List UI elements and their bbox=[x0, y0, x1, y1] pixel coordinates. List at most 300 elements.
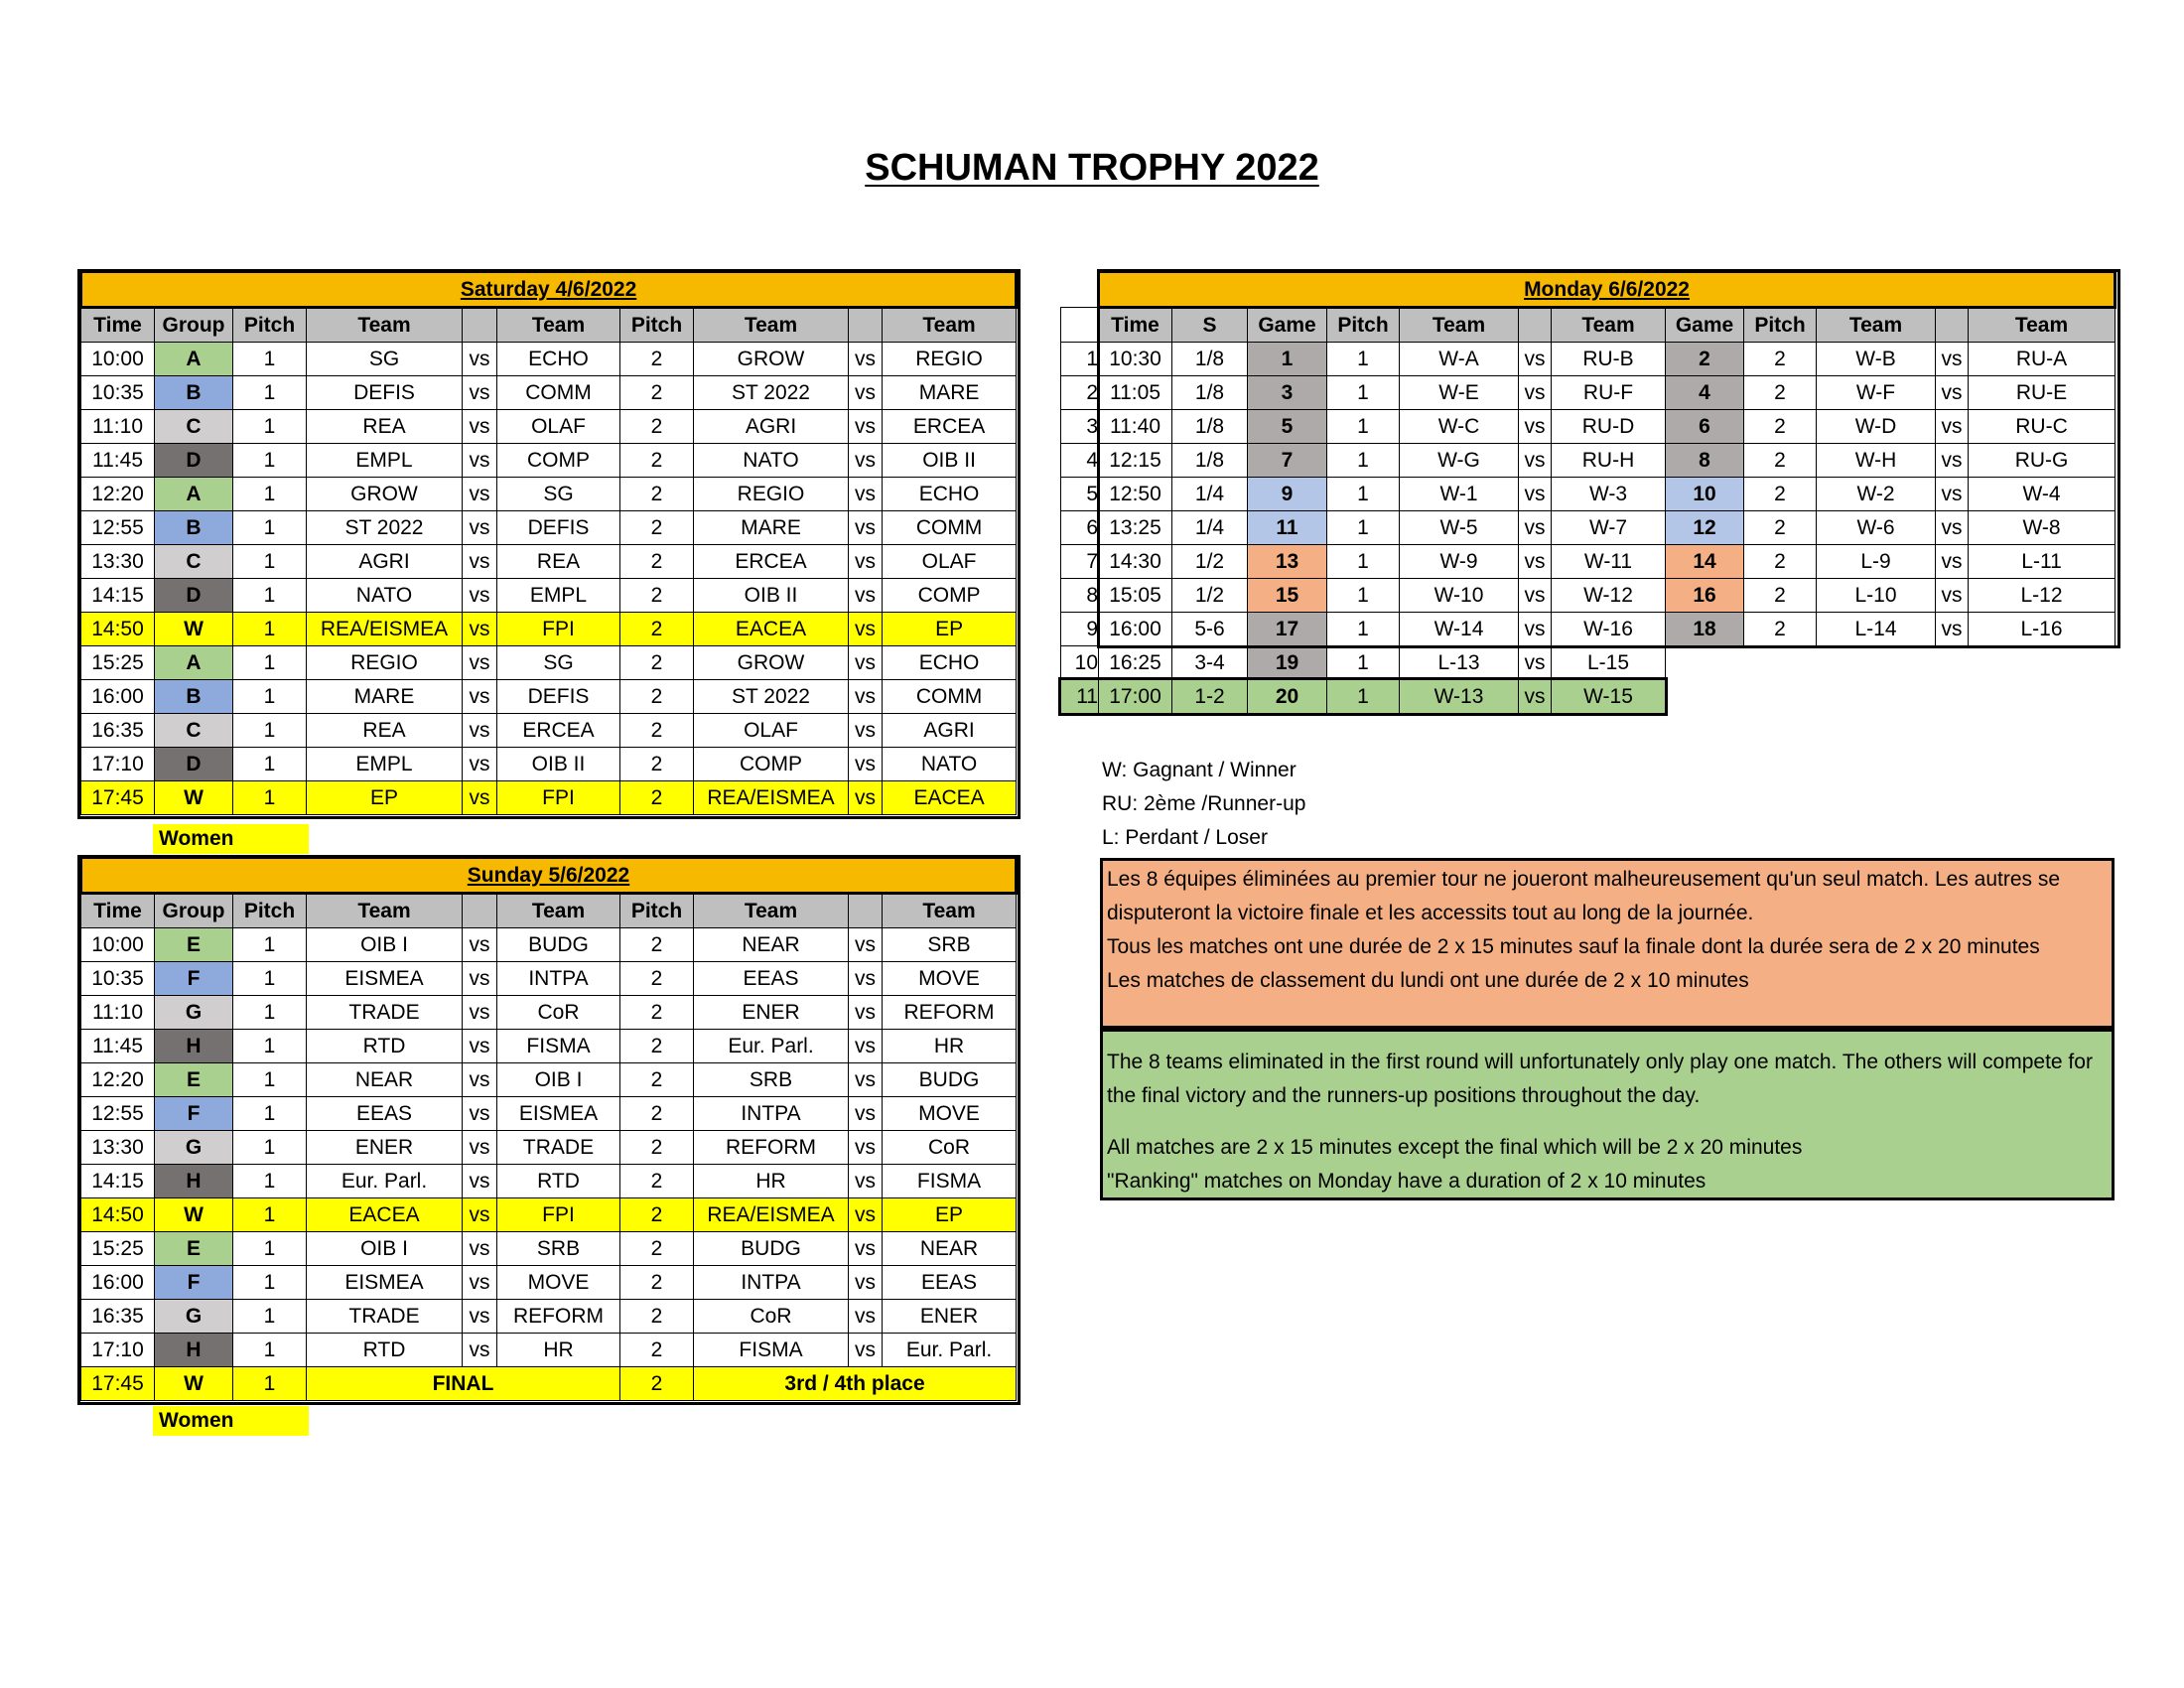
schedule-cell: EP bbox=[883, 1198, 1017, 1232]
schedule-cell: EMPL bbox=[307, 748, 463, 781]
schedule-cell: 1 bbox=[233, 1165, 307, 1198]
schedule-cell: GROW bbox=[694, 343, 849, 376]
column-header: Team bbox=[1552, 308, 1666, 343]
schedule-cell: CoR bbox=[694, 1300, 849, 1334]
schedule-cell: EISMEA bbox=[497, 1097, 620, 1131]
schedule-cell: 1 bbox=[233, 1198, 307, 1232]
schedule-cell: RU-G bbox=[1969, 444, 2116, 478]
schedule-cell: SRB bbox=[497, 1232, 620, 1266]
schedule-cell: RU-C bbox=[1969, 410, 2116, 444]
schedule-cell: vs bbox=[1936, 545, 1969, 579]
schedule-cell: REGIO bbox=[307, 646, 463, 680]
schedule-cell: W-C bbox=[1400, 410, 1519, 444]
schedule-cell: 2 bbox=[620, 748, 694, 781]
schedule-cell: Eur. Parl. bbox=[694, 1030, 849, 1063]
schedule-cell: 1 bbox=[233, 545, 307, 579]
group-cell: B bbox=[155, 376, 233, 410]
schedule-cell: L-10 bbox=[1817, 579, 1936, 613]
schedule-cell: L-13 bbox=[1400, 646, 1519, 680]
schedule-cell: FISMA bbox=[497, 1030, 620, 1063]
column-header bbox=[463, 308, 497, 343]
spacer-cell bbox=[1817, 680, 1936, 714]
legend-loser: L: Perdant / Loser bbox=[1102, 826, 1268, 849]
schedule-cell: RU-A bbox=[1969, 343, 2116, 376]
schedule-cell: RU-B bbox=[1552, 343, 1666, 376]
third-fourth-label: 3rd / 4th place bbox=[694, 1367, 1017, 1401]
column-header: Team bbox=[883, 894, 1017, 928]
schedule-cell: vs bbox=[463, 781, 497, 815]
column-header: Team bbox=[307, 894, 463, 928]
match-row bbox=[81, 1266, 1017, 1300]
column-header: Team bbox=[694, 894, 849, 928]
match-row bbox=[81, 444, 1017, 478]
schedule-cell: 1 bbox=[233, 613, 307, 646]
schedule-cell: 1 bbox=[233, 928, 307, 962]
schedule-cell: vs bbox=[463, 410, 497, 444]
schedule-cell: EACEA bbox=[694, 613, 849, 646]
schedule-cell: HR bbox=[694, 1165, 849, 1198]
schedule-cell: 1 bbox=[233, 781, 307, 815]
schedule-cell: COMM bbox=[883, 680, 1017, 714]
schedule-cell: REGIO bbox=[883, 343, 1017, 376]
schedule-cell: 2 bbox=[620, 579, 694, 613]
group-cell: A bbox=[155, 646, 233, 680]
schedule-cell: 12:20 bbox=[81, 1063, 155, 1097]
schedule-cell: BUDG bbox=[497, 928, 620, 962]
schedule-cell: RTD bbox=[307, 1030, 463, 1063]
schedule-cell: vs bbox=[849, 613, 883, 646]
schedule-cell: 1 bbox=[233, 1334, 307, 1367]
match-row bbox=[1061, 444, 2116, 478]
schedule-cell: vs bbox=[463, 1030, 497, 1063]
game-number-cell: 14 bbox=[1666, 545, 1744, 579]
group-cell: E bbox=[155, 1232, 233, 1266]
schedule-cell: MARE bbox=[307, 680, 463, 714]
schedule-cell: OLAF bbox=[883, 545, 1017, 579]
schedule-cell: L-15 bbox=[1552, 646, 1666, 680]
spacer-cell bbox=[1744, 646, 1817, 680]
schedule-cell: MOVE bbox=[497, 1266, 620, 1300]
schedule-cell: vs bbox=[463, 1097, 497, 1131]
schedule-cell: OIB II bbox=[497, 748, 620, 781]
day-title-cell bbox=[1099, 272, 2116, 308]
column-header-row bbox=[1061, 308, 2116, 343]
schedule-cell: vs bbox=[463, 343, 497, 376]
game-number-cell: 13 bbox=[1248, 545, 1327, 579]
match-row bbox=[81, 511, 1017, 545]
schedule-cell: vs bbox=[849, 1198, 883, 1232]
page-title: SCHUMAN TROPHY 2022 bbox=[865, 147, 1319, 189]
schedule-cell: REFORM bbox=[883, 996, 1017, 1030]
schedule-cell: 14:30 bbox=[1099, 545, 1172, 579]
schedule-cell: 1 bbox=[1327, 579, 1400, 613]
schedule-cell: vs bbox=[1936, 410, 1969, 444]
schedule-cell: vs bbox=[849, 1300, 883, 1334]
game-number-cell: 9 bbox=[1248, 478, 1327, 511]
group-cell: E bbox=[155, 1063, 233, 1097]
match-row bbox=[81, 343, 1017, 376]
schedule-cell: 5 bbox=[1061, 478, 1099, 511]
schedule-cell: vs bbox=[849, 545, 883, 579]
column-header bbox=[849, 894, 883, 928]
schedule-cell: vs bbox=[849, 1334, 883, 1367]
schedule-cell: 17:45 bbox=[81, 781, 155, 815]
schedule-cell: 1 bbox=[233, 343, 307, 376]
schedule-cell: vs bbox=[1936, 444, 1969, 478]
schedule-cell: vs bbox=[463, 1232, 497, 1266]
schedule-cell: 15:25 bbox=[81, 1232, 155, 1266]
schedule-cell: NEAR bbox=[694, 928, 849, 962]
schedule-cell: 14:15 bbox=[81, 579, 155, 613]
note-fr-3: Les matches de classement du lundi ont une durée de 2 x 10 minutes bbox=[1107, 969, 1749, 992]
schedule-cell: vs bbox=[1519, 680, 1552, 714]
column-header: Game bbox=[1248, 308, 1327, 343]
schedule-cell: 1 bbox=[233, 1232, 307, 1266]
schedule-cell: 1 bbox=[233, 1131, 307, 1165]
schedule-cell: DEFIS bbox=[307, 376, 463, 410]
schedule-cell: ECHO bbox=[497, 343, 620, 376]
schedule-cell: EP bbox=[883, 613, 1017, 646]
schedule-cell: 16:00 bbox=[81, 1266, 155, 1300]
schedule-cell: 2 bbox=[620, 444, 694, 478]
schedule-cell: INTPA bbox=[497, 962, 620, 996]
column-header: Team bbox=[1817, 308, 1936, 343]
game-number-cell: 11 bbox=[1248, 511, 1327, 545]
schedule-cell: 13:25 bbox=[1099, 511, 1172, 545]
schedule-cell: OIB II bbox=[883, 444, 1017, 478]
group-cell: A bbox=[155, 343, 233, 376]
schedule-cell: DEFIS bbox=[497, 511, 620, 545]
schedule-cell: vs bbox=[1519, 444, 1552, 478]
schedule-cell: L-14 bbox=[1817, 613, 1936, 646]
schedule-cell: vs bbox=[1519, 410, 1552, 444]
schedule-cell: vs bbox=[463, 714, 497, 748]
schedule-cell: RU-F bbox=[1552, 376, 1666, 410]
schedule-cell: W-E bbox=[1400, 376, 1519, 410]
note-en-1: The 8 teams eliminated in the first round will unfortunately only play one match. The others will compete for the final victory and the runners-up positions throughout the day. bbox=[1107, 1051, 2093, 1107]
schedule-cell: MARE bbox=[883, 376, 1017, 410]
game-number-cell: 2 bbox=[1666, 343, 1744, 376]
match-row bbox=[1061, 410, 2116, 444]
schedule-cell: 1 bbox=[233, 1030, 307, 1063]
spacer-cell bbox=[1666, 646, 1744, 680]
schedule-cell: TRADE bbox=[307, 996, 463, 1030]
schedule-cell: EMPL bbox=[307, 444, 463, 478]
schedule-cell: vs bbox=[849, 748, 883, 781]
schedule-cell: vs bbox=[849, 478, 883, 511]
game-number-cell: 20 bbox=[1248, 680, 1327, 714]
group-cell: W bbox=[155, 1198, 233, 1232]
schedule-cell: 1 bbox=[233, 579, 307, 613]
match-row bbox=[1061, 579, 2116, 613]
schedule-cell: 17:10 bbox=[81, 748, 155, 781]
column-header: Team bbox=[307, 308, 463, 343]
column-header: Pitch bbox=[233, 308, 307, 343]
schedule-cell: 2 bbox=[620, 613, 694, 646]
schedule-cell: W-F bbox=[1817, 376, 1936, 410]
group-cell: F bbox=[155, 1097, 233, 1131]
schedule-cell: 2 bbox=[620, 781, 694, 815]
schedule-cell: vs bbox=[1936, 511, 1969, 545]
schedule-cell: OIB I bbox=[307, 1232, 463, 1266]
schedule-cell: vs bbox=[849, 646, 883, 680]
schedule-cell: 2 bbox=[620, 1165, 694, 1198]
note-en-2: All matches are 2 x 15 minutes except the final which will be 2 x 20 minutes bbox=[1107, 1136, 1803, 1159]
match-row bbox=[81, 613, 1017, 646]
schedule-cell: COMP bbox=[694, 748, 849, 781]
schedule-cell: 1/4 bbox=[1172, 478, 1248, 511]
schedule-cell: 1 bbox=[233, 1097, 307, 1131]
match-row bbox=[81, 1232, 1017, 1266]
schedule-cell: 1 bbox=[1327, 511, 1400, 545]
schedule-cell: 11:10 bbox=[81, 996, 155, 1030]
column-header: Pitch bbox=[1327, 308, 1400, 343]
schedule-cell: EEAS bbox=[694, 962, 849, 996]
match-row bbox=[81, 928, 1017, 962]
legend-runner-up: RU: 2ème /Runner-up bbox=[1102, 792, 1306, 815]
schedule-cell: EMPL bbox=[497, 579, 620, 613]
match-row bbox=[81, 376, 1017, 410]
column-header: Pitch bbox=[620, 894, 694, 928]
schedule-cell: SG bbox=[497, 646, 620, 680]
group-cell: C bbox=[155, 545, 233, 579]
schedule-cell: SRB bbox=[694, 1063, 849, 1097]
schedule-cell: 7 bbox=[1061, 545, 1099, 579]
schedule-cell: NATO bbox=[307, 579, 463, 613]
schedule-cell: 2 bbox=[620, 1367, 694, 1401]
spacer-cell bbox=[1817, 646, 1936, 680]
schedule-cell: OIB I bbox=[307, 928, 463, 962]
schedule-cell: 17:45 bbox=[81, 1367, 155, 1401]
schedule-cell: vs bbox=[463, 376, 497, 410]
spacer-cell bbox=[1061, 272, 1099, 308]
schedule-cell: vs bbox=[1936, 613, 1969, 646]
schedule-cell: 1 bbox=[233, 511, 307, 545]
schedule-cell: 2 bbox=[620, 1198, 694, 1232]
schedule-cell: vs bbox=[463, 478, 497, 511]
schedule-cell: NEAR bbox=[307, 1063, 463, 1097]
match-row bbox=[81, 410, 1017, 444]
column-header: Group bbox=[155, 894, 233, 928]
column-header bbox=[1519, 308, 1552, 343]
final-label: FINAL bbox=[307, 1367, 620, 1401]
schedule-cell: 1 bbox=[233, 1063, 307, 1097]
schedule-cell: vs bbox=[849, 928, 883, 962]
match-row bbox=[81, 781, 1017, 815]
schedule-cell: 1/4 bbox=[1172, 511, 1248, 545]
schedule-cell: vs bbox=[463, 962, 497, 996]
match-row bbox=[81, 579, 1017, 613]
schedule-cell: 12:15 bbox=[1099, 444, 1172, 478]
column-header: Team bbox=[883, 308, 1017, 343]
legend-winner: W: Gagnant / Winner bbox=[1102, 759, 1297, 781]
schedule-cell: vs bbox=[849, 1131, 883, 1165]
schedule-cell: 1 bbox=[233, 714, 307, 748]
schedule-cell: vs bbox=[1519, 376, 1552, 410]
schedule-cell: vs bbox=[463, 545, 497, 579]
schedule-cell: AGRI bbox=[883, 714, 1017, 748]
schedule-cell: W-1 bbox=[1400, 478, 1519, 511]
schedule-cell: MOVE bbox=[883, 1097, 1017, 1131]
spacer-cell bbox=[1936, 680, 1969, 714]
schedule-cell: W-11 bbox=[1552, 545, 1666, 579]
schedule-cell: RU-H bbox=[1552, 444, 1666, 478]
schedule-cell: 3 bbox=[1061, 410, 1099, 444]
sunday-schedule-table bbox=[79, 856, 1018, 1401]
column-header: Team bbox=[497, 308, 620, 343]
schedule-cell: ENER bbox=[883, 1300, 1017, 1334]
game-number-cell: 17 bbox=[1248, 613, 1327, 646]
schedule-cell: 16:00 bbox=[81, 680, 155, 714]
schedule-cell: vs bbox=[849, 1097, 883, 1131]
schedule-cell: OLAF bbox=[694, 714, 849, 748]
schedule-cell: ERCEA bbox=[883, 410, 1017, 444]
schedule-cell: 12:55 bbox=[81, 511, 155, 545]
note-en-3: "Ranking" matches on Monday have a duration of 2 x 10 minutes bbox=[1107, 1170, 1706, 1193]
day-title-cell bbox=[81, 858, 1017, 894]
schedule-cell: vs bbox=[849, 1266, 883, 1300]
schedule-cell: 2 bbox=[620, 343, 694, 376]
day-header-row bbox=[81, 858, 1017, 894]
schedule-cell: vs bbox=[463, 1198, 497, 1232]
day-title: Saturday 4/6/2022 bbox=[460, 278, 637, 301]
schedule-cell: REA/EISMEA bbox=[694, 1198, 849, 1232]
schedule-cell: W-15 bbox=[1552, 680, 1666, 714]
group-cell: A bbox=[155, 478, 233, 511]
schedule-cell: COMP bbox=[497, 444, 620, 478]
match-row bbox=[81, 996, 1017, 1030]
schedule-cell: 1/2 bbox=[1172, 579, 1248, 613]
schedule-cell: FPI bbox=[497, 1198, 620, 1232]
schedule-cell: vs bbox=[849, 1030, 883, 1063]
schedule-cell: L-12 bbox=[1969, 579, 2116, 613]
schedule-cell: 2 bbox=[620, 410, 694, 444]
schedule-cell: AGRI bbox=[307, 545, 463, 579]
schedule-cell: 17:00 bbox=[1099, 680, 1172, 714]
schedule-cell: 14:50 bbox=[81, 613, 155, 646]
match-row bbox=[81, 1097, 1017, 1131]
schedule-cell: 10:30 bbox=[1099, 343, 1172, 376]
match-row bbox=[81, 1131, 1017, 1165]
schedule-cell: 1 bbox=[1327, 545, 1400, 579]
match-row bbox=[1061, 376, 2116, 410]
match-row bbox=[81, 646, 1017, 680]
game-number-cell: 6 bbox=[1666, 410, 1744, 444]
column-header: S bbox=[1172, 308, 1248, 343]
match-row bbox=[81, 680, 1017, 714]
schedule-cell: vs bbox=[463, 1266, 497, 1300]
notes-french bbox=[1100, 858, 2115, 1029]
column-header: Pitch bbox=[620, 308, 694, 343]
schedule-cell: 1 bbox=[233, 1367, 307, 1401]
schedule-cell: ST 2022 bbox=[694, 376, 849, 410]
schedule-cell: W-5 bbox=[1400, 511, 1519, 545]
schedule-cell: vs bbox=[849, 1232, 883, 1266]
column-header-row bbox=[81, 308, 1017, 343]
schedule-cell: 2 bbox=[620, 680, 694, 714]
schedule-cell: vs bbox=[463, 646, 497, 680]
game-number-cell: 5 bbox=[1248, 410, 1327, 444]
match-row bbox=[81, 1030, 1017, 1063]
schedule-cell: 2 bbox=[620, 996, 694, 1030]
schedule-cell: CoR bbox=[883, 1131, 1017, 1165]
schedule-cell: 1 bbox=[1327, 478, 1400, 511]
schedule-cell: COMM bbox=[497, 376, 620, 410]
column-header: Game bbox=[1666, 308, 1744, 343]
schedule-cell: 11:45 bbox=[81, 444, 155, 478]
schedule-cell: 2 bbox=[620, 1300, 694, 1334]
group-cell: G bbox=[155, 996, 233, 1030]
schedule-cell: vs bbox=[463, 444, 497, 478]
schedule-cell: 10:00 bbox=[81, 343, 155, 376]
schedule-cell: SG bbox=[497, 478, 620, 511]
schedule-cell: BUDG bbox=[694, 1232, 849, 1266]
schedule-cell: vs bbox=[1519, 478, 1552, 511]
schedule-cell: 16:35 bbox=[81, 714, 155, 748]
game-number-cell: 16 bbox=[1666, 579, 1744, 613]
game-number-cell: 4 bbox=[1666, 376, 1744, 410]
schedule-cell: 1/8 bbox=[1172, 343, 1248, 376]
schedule-cell: NATO bbox=[694, 444, 849, 478]
schedule-cell: vs bbox=[1519, 343, 1552, 376]
schedule-cell: vs bbox=[463, 613, 497, 646]
match-row bbox=[81, 478, 1017, 511]
schedule-cell: FISMA bbox=[883, 1165, 1017, 1198]
column-header: Team bbox=[694, 308, 849, 343]
match-row bbox=[1061, 646, 2116, 680]
sunday-women-label: Women bbox=[153, 1406, 309, 1436]
schedule-cell: RU-D bbox=[1552, 410, 1666, 444]
schedule-cell: RU-E bbox=[1969, 376, 2116, 410]
schedule-cell: vs bbox=[463, 1334, 497, 1367]
schedule-cell: 10:00 bbox=[81, 928, 155, 962]
schedule-cell: GROW bbox=[307, 478, 463, 511]
schedule-cell: 2 bbox=[620, 1097, 694, 1131]
schedule-cell: EACEA bbox=[883, 781, 1017, 815]
column-header bbox=[849, 308, 883, 343]
schedule-cell: HR bbox=[883, 1030, 1017, 1063]
schedule-cell: W-6 bbox=[1817, 511, 1936, 545]
schedule-cell: 12:20 bbox=[81, 478, 155, 511]
game-number-cell: 19 bbox=[1248, 646, 1327, 680]
schedule-cell: 16:35 bbox=[81, 1300, 155, 1334]
schedule-cell: 1 bbox=[1327, 343, 1400, 376]
schedule-cell: vs bbox=[849, 343, 883, 376]
schedule-cell: 2 bbox=[620, 714, 694, 748]
schedule-cell: NATO bbox=[883, 748, 1017, 781]
match-row bbox=[81, 1063, 1017, 1097]
schedule-cell: EP bbox=[307, 781, 463, 815]
group-cell: D bbox=[155, 444, 233, 478]
schedule-cell: 2 bbox=[1744, 410, 1817, 444]
legend bbox=[1102, 754, 1305, 855]
schedule-cell: 12:50 bbox=[1099, 478, 1172, 511]
schedule-cell: 2 bbox=[1744, 343, 1817, 376]
schedule-cell: 8 bbox=[1061, 579, 1099, 613]
match-row bbox=[81, 1300, 1017, 1334]
spacer-cell bbox=[1666, 680, 1744, 714]
schedule-cell: W-4 bbox=[1969, 478, 2116, 511]
schedule-cell: vs bbox=[1519, 613, 1552, 646]
schedule-cell: 1 bbox=[233, 410, 307, 444]
schedule-cell: ECHO bbox=[883, 478, 1017, 511]
group-cell: D bbox=[155, 748, 233, 781]
schedule-cell: 1 bbox=[1327, 410, 1400, 444]
schedule-cell: 2 bbox=[620, 1131, 694, 1165]
schedule-cell: L-16 bbox=[1969, 613, 2116, 646]
group-cell: W bbox=[155, 781, 233, 815]
match-row bbox=[1061, 613, 2116, 646]
